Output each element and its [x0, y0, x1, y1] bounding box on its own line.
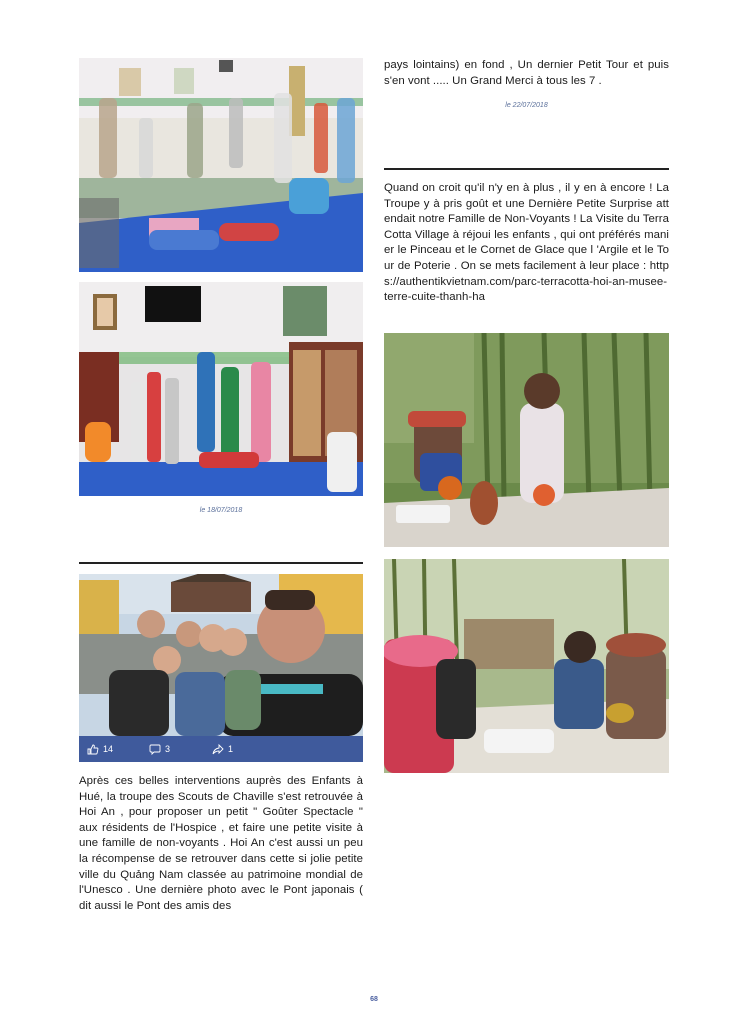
- likes-counter[interactable]: [87, 743, 113, 755]
- comment-icon: [149, 743, 161, 755]
- likes-count: 14: [103, 744, 114, 754]
- divider-left: [79, 562, 363, 564]
- paragraph-bottom-left: Après ces belles interventions auprès des Enfants à Hué, la troupe des Scouts de Chaville s'est retrouvée à Hoi An , pour proposer un petit " Goûter Spectacle " aux résidents de l'Hospice , et faire une petite visite à une famille de non-voyants . Hoi An c'est aussi un peu la récompense de se retrouver dans cette si jolie petite ville du Quảng Nam classée au patrimoine mondial de l'Unesco . Une dernière photo avec le Pont japonais ( dit aussi le Pont des amis des: [79, 775, 363, 912]
- comments-counter[interactable]: [149, 743, 170, 755]
- caption-date-1: le 18/07/2018: [199, 507, 243, 514]
- paragraph-top-right: pays lointains) en fond , Un dernier Petit Tour et puis s'en vont ..... Un Grand Merci à tous les 7 .: [384, 59, 669, 87]
- photo-kids-at-table-bamboo: [384, 559, 669, 773]
- paragraph-middle-right: Quand on croit qu'il n'y en à plus , il y en à encore ! La Troupe y à pris goût et une Dernière Petite Surprise attendait notre Famille de Non-Voyants ! La Visite du Terra Cotta Village à réjoui les enfants , qui ont préférés manier le Pinceau et le Cornet de Glace que l 'Argile et le Tour de Poterie . On se mets facilement à leur place : https://authentikvietnam.com/parc-terracotta-hoi-an-musee-terre-cuite-thanh-ha: [384, 182, 669, 304]
- thumbs-up-icon: [87, 743, 99, 755]
- photo-room-with-tv: [79, 282, 363, 496]
- shares-counter[interactable]: [212, 743, 233, 755]
- divider-right: [384, 168, 669, 170]
- photo-children-on-mat: [79, 58, 363, 272]
- page-number: 68: [370, 996, 378, 1003]
- photo-kids-painting-pottery: [384, 333, 669, 547]
- photo-group-selfie-bridge: [79, 574, 363, 736]
- facebook-reaction-bar: [79, 736, 363, 762]
- share-icon: [212, 743, 224, 755]
- comments-count: 3: [165, 744, 171, 754]
- shares-count: 1: [228, 744, 234, 754]
- caption-date-2: le 22/07/2018: [505, 102, 548, 109]
